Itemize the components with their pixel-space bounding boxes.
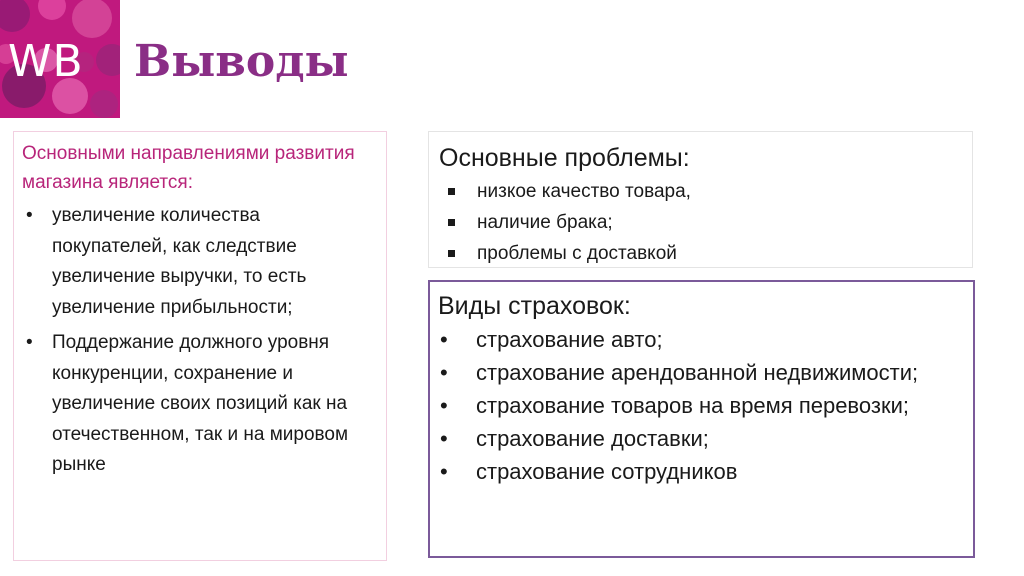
directions-list — [22, 201, 378, 481]
list-item-text: страхование арендованной недвижимости; — [476, 360, 919, 385]
problems-list — [439, 176, 962, 269]
list-item — [438, 357, 963, 389]
bullet-icon: • — [440, 393, 448, 418]
insurance-types-panel — [428, 280, 975, 558]
insurance-list — [438, 324, 963, 488]
page-title: Выводы — [134, 36, 349, 87]
square-bullet-icon — [448, 250, 455, 257]
development-directions-panel — [13, 131, 387, 561]
wb-logo — [0, 0, 120, 118]
bullet-icon: • — [440, 360, 448, 385]
list-item — [439, 207, 962, 238]
bullet-icon: • — [440, 327, 448, 352]
list-item — [438, 390, 963, 422]
list-item — [22, 328, 378, 481]
list-item-text: низкое качество товара, — [477, 181, 691, 202]
logo-text: WB — [8, 36, 84, 87]
square-bullet-icon — [448, 188, 455, 195]
list-item — [22, 201, 378, 323]
list-item — [438, 324, 963, 356]
list-item-text: страхование авто; — [476, 327, 663, 352]
list-item-text: Поддержание должного уровня конкуренции, сохранение и увеличение своих позиций как на отечественном, так и на мировом рынке — [52, 332, 349, 475]
list-item-text: наличие брака; — [477, 212, 613, 233]
list-item-text: страхование сотрудников — [476, 459, 738, 484]
list-item-text: проблемы с доставкой — [477, 243, 677, 264]
list-item — [439, 176, 962, 207]
bullet-icon: • — [440, 426, 448, 451]
list-item — [438, 456, 963, 488]
problems-heading: Основные проблемы: — [439, 144, 690, 172]
list-item-text: увеличение количества покупателей, как следствие увеличение выручки, то есть увеличение прибыльности; — [52, 205, 307, 318]
list-item-text: страхование товаров на время перевозки; — [476, 393, 909, 418]
list-item — [439, 238, 962, 269]
insurance-heading: Виды страховок: — [438, 292, 631, 320]
main-problems-panel — [428, 131, 973, 268]
list-item — [438, 423, 963, 455]
bullet-icon: • — [26, 332, 33, 353]
bullet-icon: • — [26, 205, 33, 226]
bullet-icon: • — [440, 459, 448, 484]
directions-intro: Основными направлениями развития магазина является: — [22, 143, 355, 193]
list-item-text: страхование доставки; — [476, 426, 709, 451]
square-bullet-icon — [448, 219, 455, 226]
